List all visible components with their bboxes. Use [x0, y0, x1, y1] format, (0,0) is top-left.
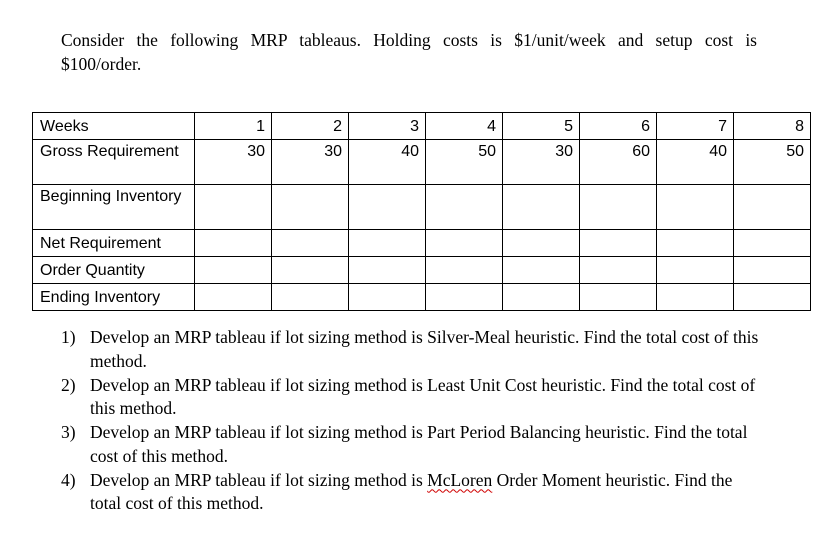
question-list [61, 326, 761, 516]
week-cell: 3 [349, 113, 426, 140]
question-text: Develop an MRP tableau if lot sizing method is Silver-Meal heuristic. Find the total cost of this method. [90, 327, 759, 371]
question-number: 4) [61, 469, 76, 490]
gross-requirement-cell: 50 [734, 140, 811, 185]
empty-cell [580, 185, 657, 230]
week-cell: 6 [580, 113, 657, 140]
question-number: 3) [61, 422, 76, 442]
empty-cell [580, 257, 657, 284]
gross-requirement-cell: 40 [657, 140, 734, 185]
week-cell: 4 [426, 113, 503, 140]
empty-cell [272, 257, 349, 284]
question-number: 1) [61, 327, 76, 347]
empty-cell [272, 185, 349, 230]
beginning-inventory-row [33, 185, 811, 230]
gross-requirement-label: Gross Requirement [33, 140, 195, 185]
empty-cell [426, 185, 503, 230]
intro-line-2: $100/order. [61, 54, 142, 74]
empty-cell [195, 230, 272, 257]
spellcheck-flagged-word: McLoren [427, 469, 493, 490]
empty-cell [734, 257, 811, 284]
empty-cell [195, 257, 272, 284]
empty-cell [349, 185, 426, 230]
ending-inventory-label: Ending Inventory [33, 284, 195, 311]
empty-cell [503, 284, 580, 311]
beginning-inventory-label: Beginning Inventory [33, 185, 195, 230]
empty-cell [349, 230, 426, 257]
empty-cell [580, 230, 657, 257]
empty-cell [426, 230, 503, 257]
week-cell: 2 [272, 113, 349, 140]
empty-cell [503, 185, 580, 230]
week-cell: 7 [657, 113, 734, 140]
question-item [61, 421, 761, 468]
empty-cell [734, 185, 811, 230]
question-number: 2) [61, 374, 76, 395]
empty-cell [580, 284, 657, 311]
empty-cell [426, 284, 503, 311]
empty-cell [503, 230, 580, 257]
weeks-label: Weeks [33, 113, 195, 140]
problem-intro [61, 28, 757, 76]
empty-cell [657, 230, 734, 257]
gross-requirement-cell: 50 [426, 140, 503, 185]
gross-requirement-row [33, 140, 811, 185]
empty-cell [272, 284, 349, 311]
week-cell: 8 [734, 113, 811, 140]
week-cell: 5 [503, 113, 580, 140]
week-cell: 1 [195, 113, 272, 140]
question-item [61, 374, 761, 421]
gross-requirement-cell: 40 [349, 140, 426, 185]
empty-cell [195, 185, 272, 230]
empty-cell [349, 257, 426, 284]
question-text-end: Order Moment heuristic. Find the total cost of this method. [90, 469, 733, 513]
empty-cell [657, 257, 734, 284]
question-text: Develop an MRP tableau if lot sizing method is Least Unit Cost heuristic. Find the total cost of this method. [90, 374, 756, 418]
question-item [61, 326, 761, 373]
question-text: Develop an MRP tableau if lot sizing method is Part Period Balancing heuristic. Find the total cost of this method. [90, 422, 748, 466]
net-requirement-label: Net Requirement [33, 230, 195, 257]
empty-cell [503, 257, 580, 284]
gross-requirement-cell: 30 [503, 140, 580, 185]
weeks-row [33, 113, 811, 140]
question-text-start: Develop an MRP tableau if lot sizing method is [90, 469, 428, 490]
question-item [61, 469, 761, 516]
order-quantity-label: Order Quantity [33, 257, 195, 284]
gross-requirement-cell: 60 [580, 140, 657, 185]
mrp-table [32, 112, 811, 311]
empty-cell [195, 284, 272, 311]
ending-inventory-row [33, 284, 811, 311]
gross-requirement-cell: 30 [195, 140, 272, 185]
intro-line-1: Consider the following MRP tableaus. Holding costs is $1/unit/week and setup cost is [61, 30, 757, 50]
empty-cell [349, 284, 426, 311]
order-quantity-row [33, 257, 811, 284]
empty-cell [734, 284, 811, 311]
empty-cell [657, 185, 734, 230]
empty-cell [734, 230, 811, 257]
gross-requirement-cell: 30 [272, 140, 349, 185]
empty-cell [426, 257, 503, 284]
net-requirement-row [33, 230, 811, 257]
empty-cell [657, 284, 734, 311]
empty-cell [272, 230, 349, 257]
